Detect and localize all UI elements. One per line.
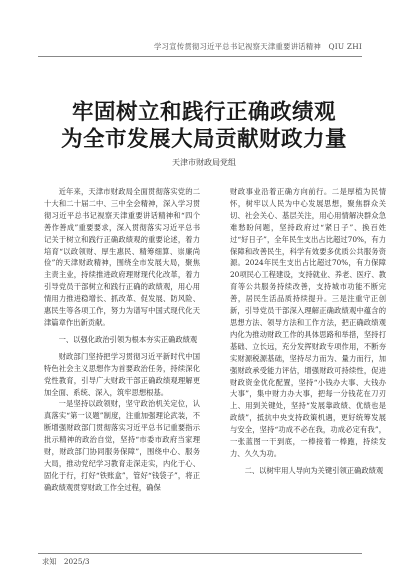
paragraph: 近年来，天津市财政局全面贯彻落实党的二十大和二十届二中、三中全会精神，深入学习贯彻习近平总书记视察天津重要讲话精神和“四个善作善成”重要要求，深入贯彻落实习近平总书记关于树立和践行正确政绩观的重要论述，着力培育“以政领财、厚生惠民、精筹细算、崇廉尚俭”的天津财政精神，围绕全市发展大局，聚焦主责主业，持续推进政府理财现代化改革，着力引导党员干部树立和践行正确的政绩观，用心用情用力推进稳增长、抓改革、促发展、防风险、惠民生等各项工作，努力为谱写中国式现代化天津篇章作出新贡献。 bbox=[44, 187, 200, 327]
article-title-line-2: 为全市发展大局贡献财政力量 bbox=[60, 127, 347, 152]
section-heading-2: 二、以树牢用人导向为关键引领正确政绩观 bbox=[244, 465, 384, 475]
right-column bbox=[230, 186, 386, 482]
article-author: 天津市财政局党组 bbox=[172, 158, 236, 167]
footer-divider bbox=[38, 553, 362, 554]
paragraph: 财政事业沿着正确方向前行。二是厚植为民情怀，树牢以人民为中心发展思想，聚焦群众关切、社会关心、基层关注，用心用情解决群众急难愁盼问题，坚持政府过“紧日子”、换百姓过“好日子”，全年民生支出占比超过70%，有力保障和改善民生，科学有效要多优质公共服务资源。2024年民生支出占比超过70%，有力保障20项民心工程建设，支持就业、养老、医疗、教育等公共服务持续改善，支持城市功能不断完善，居民生活品质持续提升。三是注重守正创新，引导党员干部深入理解正确政绩观中蕴含的思想方法、领导方法和工作方法，把正确政绩观内化为推动财政工作的具体思路和举措，坚持打基础、立长远，充分发挥财政专项作用，不断夯实财源税源基础，坚持尽力而为、量力而行，加强财政承受能力评估，增强财政可持续性，促进财政资金优化配置，坚持“小钱办大事、大钱办大事”，集中财力办大事，把每一分钱花在刀刃上、用到关键处，坚持“发展靠政绩、优绩也是政绩”，抵抗中央支持政策机遇，更好统筹发展与安全，坚持“功成不必在我，功成必定有我”，一张蓝图一干到底，一棒接着一棒跑，持续发力、久久为功。 bbox=[230, 187, 386, 458]
issue-footer: 求知 2025/3 bbox=[42, 557, 90, 566]
left-column bbox=[44, 186, 200, 494]
article-title-line-1: 牢固树立和践行正确政绩观 bbox=[71, 100, 336, 125]
running-header: 学习宣传贯彻习近平总书记视察天津重要讲话精神 QIU ZHI bbox=[153, 42, 362, 51]
paragraph: 财政部门坚持把学习贯彻习近平新时代中国特色社会主义思想作为首要政治任务，持续深化党性教育，引导广大财政干部正确政绩观理解更加全面、系统、深入，筑牢思想根基。 bbox=[44, 351, 200, 397]
section-heading-1: 一、以强化政治引领为根本夯实正确政绩观 bbox=[58, 334, 198, 344]
header-divider bbox=[38, 56, 362, 57]
paragraph: 一是坚持以政领财，坚守政治机关定位，认真落实“第一议题”制度，注重加强理论武装，不断增强财政部门贯彻落实习近平总书记重要指示批示精神的政治自觉，坚持“市委市政府当家理财，财政部门协同服务保障”，围绕中心、服务大局，推动党纪学习教育走深走实，内化于心、固化于行，打好“铁账盒”，管好“钱袋子”，将正确政绩观贯穿财政工作全过程，确保 bbox=[44, 399, 200, 492]
